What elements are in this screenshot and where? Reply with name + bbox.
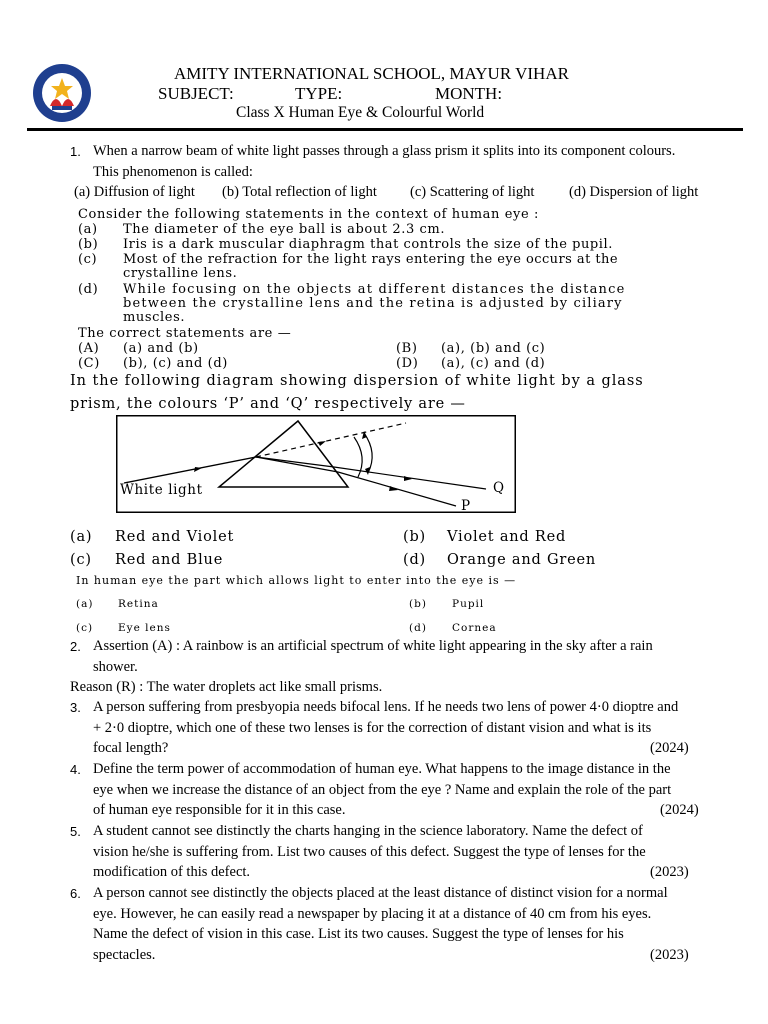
eye-option-D-label: (D) — [396, 356, 419, 371]
q6-line1: A person cannot see distinctly the objects placed at the least distance of distinct vision for a normal — [93, 885, 668, 901]
white-light-label: White light — [120, 482, 203, 498]
statement-d-label: (d) — [78, 282, 99, 297]
q3-line3: focal length? — [93, 740, 169, 756]
q2-line2: shower. — [93, 659, 138, 675]
prism-option-b-label: (b) — [403, 529, 426, 545]
eye-part-option-b-text: Pupil — [452, 598, 485, 610]
q2-number: 2. — [70, 639, 81, 654]
q6-line4: spectacles. — [93, 947, 156, 963]
logo-emblem-icon — [26, 62, 98, 124]
q1-option-b: (b) Total reflection of light — [222, 184, 377, 200]
statement-c-cont: crystalline lens. — [123, 266, 238, 281]
prism-option-a-text: Red and Violet — [115, 529, 235, 545]
month-label: MONTH: — [435, 84, 503, 103]
eye-part-option-d-label: (d) — [409, 622, 427, 634]
statement-c-text: Most of the refraction for the light rays entering the eye occurs at the — [123, 252, 618, 267]
q3-number: 3. — [70, 700, 81, 715]
q5-line2: vision he/she is suffering from. List two causes of this defect. Suggest the type of lenses for the — [93, 844, 646, 860]
prism-diagram — [116, 415, 516, 513]
q1-option-c: (c) Scattering of light — [410, 184, 535, 200]
q5-year: (2023) — [650, 864, 689, 880]
eye-option-C-label: (C) — [78, 356, 100, 371]
q4-line1: Define the term power of accommodation of human eye. What happens to the image distance in the — [93, 761, 671, 777]
prism-option-d-text: Orange and Green — [447, 552, 596, 568]
header-divider — [27, 128, 743, 131]
q4-line2: eye when we increase the distance of an object from the eye ? Name and explain the role of the part — [93, 782, 672, 798]
eye-option-A-label: (A) — [78, 341, 100, 356]
school-logo — [26, 62, 98, 124]
q4-number: 4. — [70, 762, 81, 777]
correct-statements-label: The correct statements are — — [78, 326, 292, 341]
statement-b-text: Iris is a dark muscular diaphragm that controls the size of the pupil. — [123, 237, 613, 252]
eye-option-B-label: (B) — [396, 341, 418, 356]
prism-q-line1: In the following diagram showing dispersion of white light by a glass — [70, 373, 644, 389]
eye-option-A-text: (a) and (b) — [123, 341, 199, 356]
eye-option-B-text: (a), (b) and (c) — [441, 341, 546, 356]
class-line: Class X Human Eye & Colourful World — [236, 104, 485, 121]
q2-reason: Reason (R) : The water droplets act like small prisms. — [70, 679, 383, 695]
eye-statements-intro: Consider the following statements in the context of human eye : — [78, 207, 539, 222]
eye-part-option-c-text: Eye lens — [118, 622, 171, 634]
statement-a-label: (a) — [78, 222, 98, 237]
q4-year: (2024) — [660, 802, 699, 818]
prism-q-line2: prism, the colours ‘P’ and ‘Q’ respectively are — — [70, 396, 466, 412]
statement-d-text: While focusing on the objects at different distances the distance — [123, 282, 626, 297]
subject-label: SUBJECT: — [158, 84, 234, 103]
eye-part-option-c-label: (c) — [76, 622, 94, 634]
q4-line3: of human eye responsible for it in this case. — [93, 802, 346, 818]
eye-option-D-text: (a), (c) and (d) — [441, 356, 546, 371]
eye-part-q-line: In human eye the part which allows light to enter into the eye is — — [76, 574, 517, 587]
q5-line3: modification of this defect. — [93, 864, 251, 880]
eye-part-option-d-text: Cornea — [452, 622, 497, 634]
prism-option-b-text: Violet and Red — [447, 529, 567, 545]
statement-d-cont2: muscles. — [123, 310, 186, 325]
statement-a-text: The diameter of the eye ball is about 2.3 cm. — [123, 222, 446, 237]
q3-line1: A person suffering from presbyopia needs bifocal lens. If he needs two lens of power 4·0 dioptre and — [93, 699, 679, 715]
eye-part-option-a-label: (a) — [76, 598, 94, 610]
prism-option-c-text: Red and Blue — [115, 552, 224, 568]
q1-line2: This phenomenon is called: — [93, 164, 253, 180]
prism-option-d-label: (d) — [403, 552, 426, 568]
q1-line1: When a narrow beam of white light passes through a glass prism it splits into its component colours. — [93, 143, 676, 159]
prism-dispersion-figure — [116, 415, 516, 513]
q1-option-a: (a) Diffusion of light — [74, 184, 195, 200]
q3-year: (2024) — [650, 740, 689, 756]
q6-line3: Name the defect of vision in this case. List its two causes. Suggest the type of lenses for his — [93, 926, 624, 942]
eye-option-C-text: (b), (c) and (d) — [123, 356, 228, 371]
q1-option-d: (d) Dispersion of light — [569, 184, 699, 200]
prism-option-a-label: (a) — [70, 529, 93, 545]
q6-line2: eye. However, he can easily read a newspaper by placing it at a distance of 40 cm from his eyes. — [93, 906, 652, 922]
eye-part-option-a-text: Retina — [118, 598, 159, 610]
q6-number: 6. — [70, 886, 81, 901]
school-name: AMITY INTERNATIONAL SCHOOL, MAYUR VIHAR — [174, 64, 569, 83]
q6-year: (2023) — [650, 947, 689, 963]
q1-number: 1. — [70, 144, 81, 159]
q3-line2: + 2·0 dioptre, which one of these two lenses is for the correction of distant vision and what is its — [93, 720, 652, 736]
type-label: TYPE: — [295, 84, 343, 103]
q2-line1: Assertion (A) : A rainbow is an artificial spectrum of white light appearing in the sky after a rain — [93, 638, 653, 654]
ray-p-label: P — [461, 498, 471, 514]
eye-part-option-b-label: (b) — [409, 598, 427, 610]
statement-c-label: (c) — [78, 252, 98, 267]
statement-b-label: (b) — [78, 237, 99, 252]
statement-d-cont: between the crystalline lens and the retina is adjusted by ciliary — [123, 296, 623, 311]
q5-line1: A student cannot see distinctly the charts hanging in the science laboratory. Name the defect of — [93, 823, 643, 839]
ray-q-label: Q — [493, 480, 505, 496]
prism-option-c-label: (c) — [70, 552, 92, 568]
q5-number: 5. — [70, 824, 81, 839]
